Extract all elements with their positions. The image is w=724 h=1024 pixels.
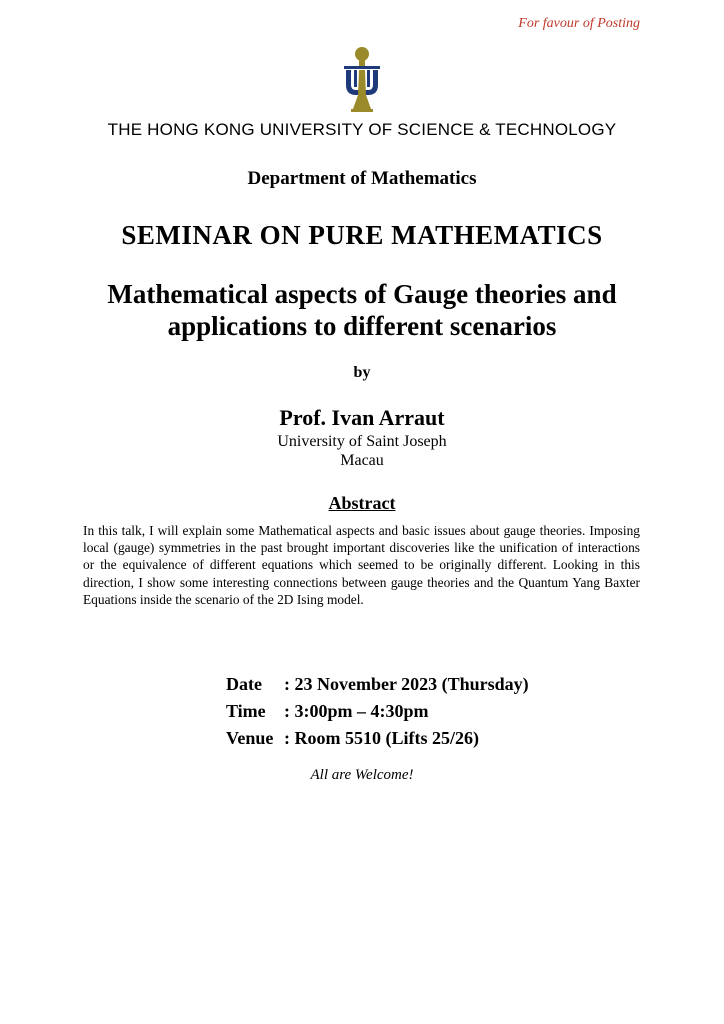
abstract-body: In this talk, I will explain some Mathematical aspects and basic issues about gauge theories. Imposing local (gauge) symmetries in the past brought important discoveries like the unification of interactions or the equivalence of different equations which seemed to be originally different. Looking in this direction, I show some interesting connections between gauge theories and the Quantum Yang Baxter Equations inside the scenario of the 2D Ising model. [83,523,640,607]
hkust-crest-icon [342,45,382,115]
venue-row [226,728,479,749]
seminar-series-title: SEMINAR ON PURE MATHEMATICS [121,220,603,250]
by-label: by [353,364,371,381]
university-name: THE HONG KONG UNIVERSITY OF SCIENCE & TECHNOLOGY [107,120,617,139]
date-value: : 23 November 2023 (Thursday) [284,674,529,694]
talk-title [0,278,724,342]
time-value: : 3:00pm – 4:30pm [284,701,429,721]
welcome-note: All are Welcome! [310,767,414,783]
speaker-name: Prof. Ivan Arraut [279,405,445,430]
venue-label: Venue [226,728,274,748]
department-name: Department of Mathematics [247,168,477,189]
abstract-heading-text: Abstract [328,493,396,513]
talk-title-text: Mathematical aspects of Gauge theories and applications to different scenarios [107,279,617,341]
date-row [226,674,529,695]
date-label: Date [226,674,262,694]
time-label: Time [226,701,266,721]
time-row [226,701,429,722]
venue-value: : Room 5510 (Lifts 25/26) [284,728,479,748]
speaker-location: Macau [340,452,384,469]
posting-note: For favour of Posting [518,16,640,31]
abstract-heading [0,493,724,514]
speaker-affiliation: University of Saint Joseph [277,433,447,450]
